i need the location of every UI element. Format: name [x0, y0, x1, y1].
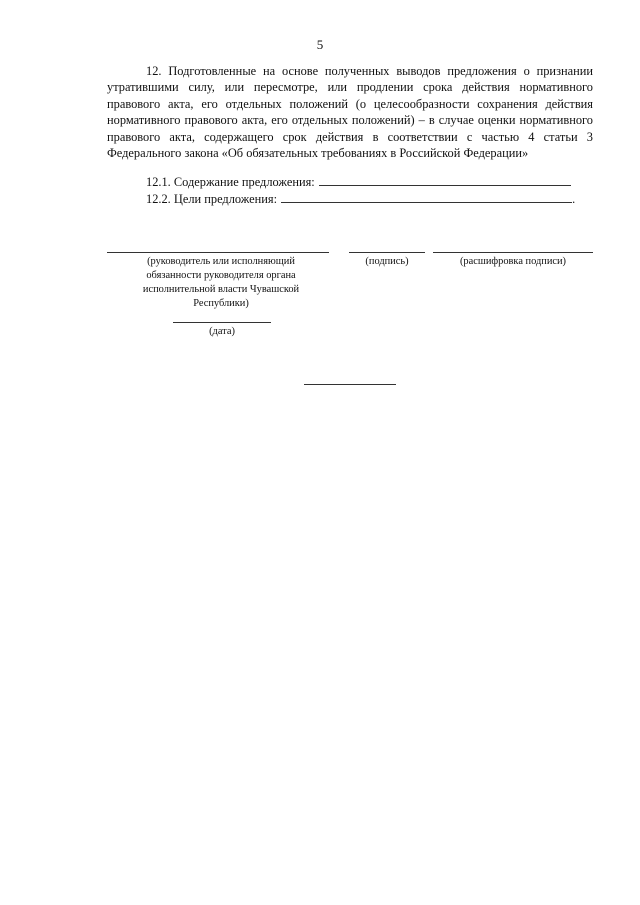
- proposal-content-line: [146, 174, 571, 190]
- proposal-goals-end: .: [572, 192, 576, 206]
- official-signature-line: [107, 252, 329, 253]
- section-12-text: 12. Подготовленные на основе полученных выводов предложения о признании утратившими силу, или пересмотре, или продлении срока действия нормативного правового акта, его отдельных положений (о целесообразности сохранения действия нормативного правового акта, его отдельных положений) – в случае оценки нормативного правового акта, содержащего срок действия в соответствии с частью 4 статьи 3 Федерального закона «Об обязательных требованиях в Российской Федерации»: [107, 64, 593, 161]
- signature-line: [349, 252, 425, 253]
- date-caption: (дата): [209, 326, 235, 337]
- decode-caption: (расшифровка подписи): [459, 256, 567, 267]
- signature-caption: (подпись): [365, 256, 409, 267]
- section-12-paragraph: [107, 63, 593, 161]
- proposal-content-blank: [319, 174, 571, 186]
- end-separator: [304, 384, 396, 385]
- signature-decode-line: [433, 252, 593, 253]
- proposal-goals-blank: [281, 191, 572, 203]
- proposal-content-label: 12.1. Содержание предложения:: [146, 175, 315, 189]
- proposal-goals-line: [146, 191, 575, 207]
- official-caption: (руководитель или исполняющий обязанности руководителя органа исполнительной власти Чувашской Республики): [142, 256, 300, 309]
- date-line: [173, 322, 271, 323]
- proposal-goals-label: 12.2. Цели предложения:: [146, 192, 278, 206]
- page-number: 5: [316, 37, 324, 52]
